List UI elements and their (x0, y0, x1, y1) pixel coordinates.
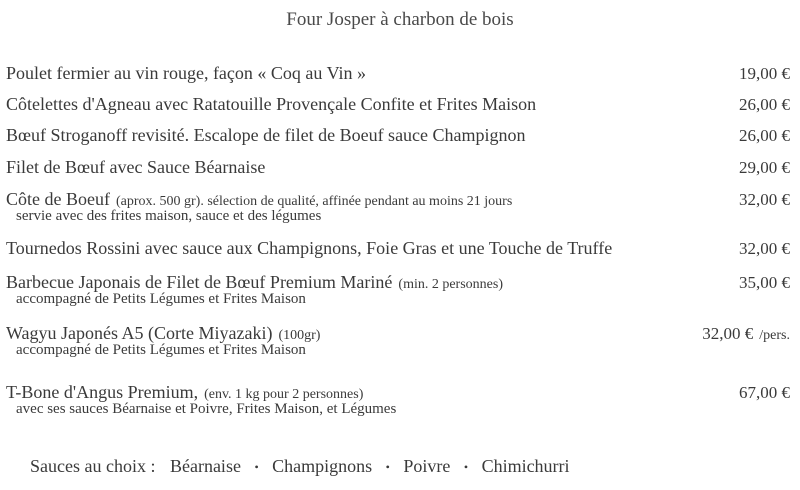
menu-item-name: Côte de Boeuf (6, 189, 110, 209)
menu-item-name: Barbecue Japonais de Filet de Bœuf Premium Mariné (6, 272, 393, 292)
menu-item-price: 67,00 € (739, 383, 790, 402)
menu-item-price: 32,00 € (702, 324, 754, 343)
menu-item-price: 35,00 € (739, 273, 790, 292)
menu-item (6, 382, 790, 418)
menu-item-name: Bœuf Stroganoff revisité. Escalope de filet de Boeuf sauce Champignon (6, 125, 526, 145)
menu-item-price-suffix: /pers. (759, 328, 790, 343)
menu-item-note: (min. 2 personnes) (398, 277, 503, 292)
menu-item-note: (env. 1 kg pour 2 personnes) (204, 387, 364, 402)
menu-item-description: accompagné de Petits Légumes et Frites Maison (16, 342, 306, 358)
menu-item-name: T-Bone d'Angus Premium, (6, 382, 199, 402)
menu-item-price: 32,00 € (739, 239, 790, 258)
bullet-separator: • (463, 460, 469, 474)
sauces-label: Sauces au choix : (30, 456, 156, 476)
sauce-option: Béarnaise (169, 456, 241, 476)
sauce-option: Champignons (272, 456, 373, 476)
menu-item-note: (100gr) (278, 328, 321, 343)
menu-item-price: 29,00 € (739, 158, 790, 177)
menu-item-note: (aprox. 500 gr). sélection de qualité, affinée pendant au moins 21 jours (115, 194, 513, 209)
menu-item-price: 26,00 € (739, 126, 790, 145)
sauce-option: Chimichurri (481, 456, 570, 476)
menu-item-name: Tournedos Rossini avec sauce aux Champignons, Foie Gras et une Touche de Truffe (6, 238, 613, 258)
bullet-separator: • (254, 460, 259, 474)
menu-item (6, 94, 790, 115)
menu-item-description: servie avec des frites maison, sauce et des légumes (16, 208, 322, 224)
menu-item-price: 32,00 € (739, 190, 790, 209)
menu-item (6, 323, 790, 359)
menu-item-name: Wagyu Japonés A5 (Corte Miyazaki) (6, 323, 273, 343)
menu-item-name: Poulet fermier au vin rouge, façon « Coq au Vin » (6, 63, 366, 83)
menu-item (6, 272, 790, 308)
menu-item (6, 238, 790, 259)
menu-item-description: avec ses sauces Béarnaise et Poivre, Frites Maison, et Légumes (16, 401, 397, 417)
menu-section-title: Four Josper à charbon de bois (286, 9, 514, 30)
menu-item (6, 189, 790, 225)
menu-item (6, 63, 790, 84)
menu-item (6, 157, 790, 178)
bullet-separator: • (385, 460, 390, 474)
menu-item (6, 125, 790, 146)
sauces-list (30, 456, 570, 477)
sauce-option: Poivre (403, 456, 451, 476)
menu-item-price: 19,00 € (739, 64, 790, 83)
menu-item-description: accompagné de Petits Légumes et Frites Maison (16, 291, 306, 307)
menu-item-name: Côtelettes d'Agneau avec Ratatouille Provençale Confite et Frites Maison (6, 94, 537, 114)
menu-item-name: Filet de Bœuf avec Sauce Béarnaise (6, 157, 266, 177)
menu-item-price: 26,00 € (739, 95, 790, 114)
